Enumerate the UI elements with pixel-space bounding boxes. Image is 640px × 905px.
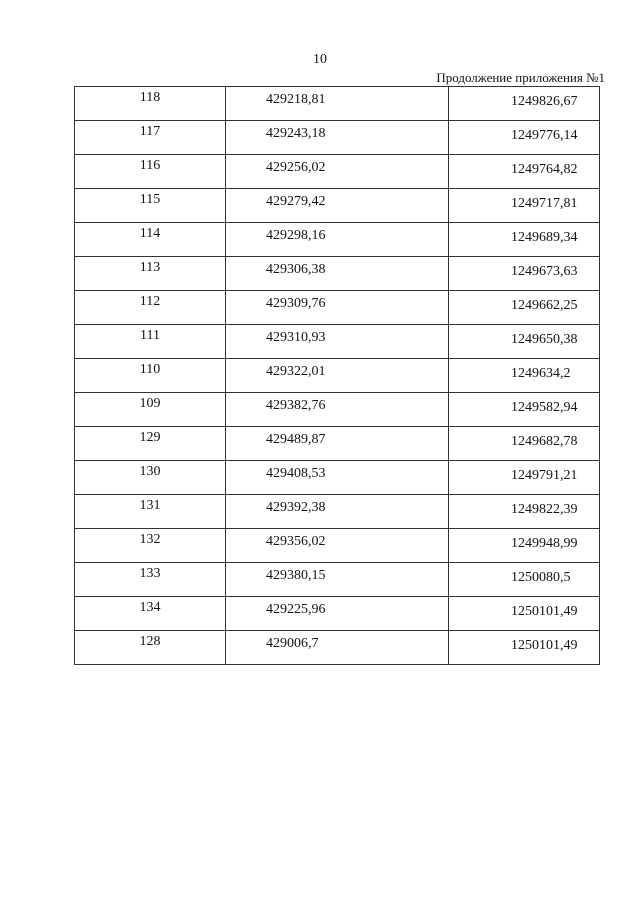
table-row — [75, 529, 600, 563]
x-coordinate-cell: 429298,16 — [226, 223, 449, 257]
point-number-cell: 114 — [75, 223, 226, 257]
point-number-cell: 118 — [75, 87, 226, 121]
x-coordinate-cell: 429243,18 — [226, 121, 449, 155]
table-row — [75, 87, 600, 121]
point-number-cell: 130 — [75, 461, 226, 495]
y-coordinate-cell: 1249791,21 — [449, 461, 600, 495]
y-coordinate-cell: 1250101,49 — [449, 631, 600, 665]
point-number-cell: 131 — [75, 495, 226, 529]
point-number-cell: 109 — [75, 393, 226, 427]
y-coordinate-cell: 1250101,49 — [449, 597, 600, 631]
point-number-cell: 113 — [75, 257, 226, 291]
table-row — [75, 223, 600, 257]
table-row — [75, 461, 600, 495]
point-number-cell: 133 — [75, 563, 226, 597]
y-coordinate-cell: 1249717,81 — [449, 189, 600, 223]
x-coordinate-cell: 429225,96 — [226, 597, 449, 631]
x-coordinate-cell: 429322,01 — [226, 359, 449, 393]
x-coordinate-cell: 429392,38 — [226, 495, 449, 529]
coordinates-table — [74, 86, 600, 665]
table-row — [75, 597, 600, 631]
table-row — [75, 155, 600, 189]
point-number-cell: 112 — [75, 291, 226, 325]
x-coordinate-cell: 429006,7 — [226, 631, 449, 665]
point-number-cell: 128 — [75, 631, 226, 665]
y-coordinate-cell: 1249822,39 — [449, 495, 600, 529]
y-coordinate-cell: 1249662,25 — [449, 291, 600, 325]
x-coordinate-cell: 429310,93 — [226, 325, 449, 359]
x-coordinate-cell: 429256,02 — [226, 155, 449, 189]
table-row — [75, 427, 600, 461]
y-coordinate-cell: 1249826,67 — [449, 87, 600, 121]
y-coordinate-cell: 1250080,5 — [449, 563, 600, 597]
table-row — [75, 495, 600, 529]
table-row — [75, 359, 600, 393]
x-coordinate-cell: 429356,02 — [226, 529, 449, 563]
x-coordinate-cell: 429382,76 — [226, 393, 449, 427]
y-coordinate-cell: 1249948,99 — [449, 529, 600, 563]
point-number-cell: 132 — [75, 529, 226, 563]
coordinates-table-body — [75, 87, 600, 665]
y-coordinate-cell: 1249689,34 — [449, 223, 600, 257]
y-coordinate-cell: 1249650,38 — [449, 325, 600, 359]
x-coordinate-cell: 429309,76 — [226, 291, 449, 325]
table-row — [75, 325, 600, 359]
appendix-continuation-note: Продолжение приложения №1 — [436, 70, 605, 85]
y-coordinate-cell: 1249764,82 — [449, 155, 600, 189]
table-row — [75, 563, 600, 597]
page-number: 10 — [313, 52, 327, 67]
y-coordinate-cell: 1249682,78 — [449, 427, 600, 461]
x-coordinate-cell: 429218,81 — [226, 87, 449, 121]
point-number-cell: 134 — [75, 597, 226, 631]
x-coordinate-cell: 429279,42 — [226, 189, 449, 223]
y-coordinate-cell: 1249634,2 — [449, 359, 600, 393]
table-row — [75, 631, 600, 665]
table-row — [75, 393, 600, 427]
point-number-cell: 129 — [75, 427, 226, 461]
point-number-cell: 111 — [75, 325, 226, 359]
x-coordinate-cell: 429380,15 — [226, 563, 449, 597]
table-row — [75, 189, 600, 223]
point-number-cell: 117 — [75, 121, 226, 155]
table-row — [75, 291, 600, 325]
point-number-cell: 115 — [75, 189, 226, 223]
table-row — [75, 121, 600, 155]
y-coordinate-cell: 1249776,14 — [449, 121, 600, 155]
y-coordinate-cell: 1249582,94 — [449, 393, 600, 427]
point-number-cell: 110 — [75, 359, 226, 393]
point-number-cell: 116 — [75, 155, 226, 189]
x-coordinate-cell: 429306,38 — [226, 257, 449, 291]
x-coordinate-cell: 429489,87 — [226, 427, 449, 461]
x-coordinate-cell: 429408,53 — [226, 461, 449, 495]
y-coordinate-cell: 1249673,63 — [449, 257, 600, 291]
table-row — [75, 257, 600, 291]
